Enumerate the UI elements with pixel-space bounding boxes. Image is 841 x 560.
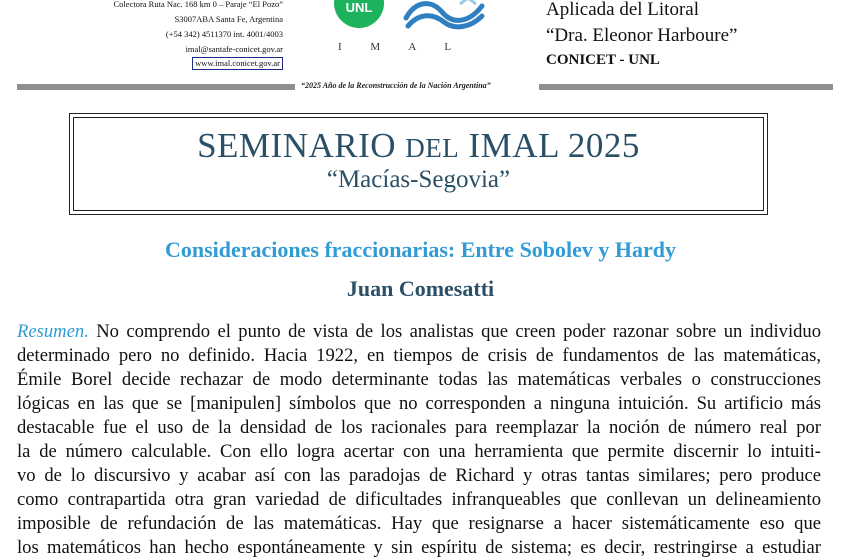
abstract-first-line: No comprendo el punto de vista de los analistas que creen poder razonar sobre un individuo <box>96 321 821 342</box>
abstract-line: los matemáticos han hecho espontáneamente y sin espíritu de sistema; es decir, restringirse a estudiar <box>17 537 821 558</box>
talk-title: Consideraciones fraccionarias: Entre Sobolev y Hardy <box>164 237 677 262</box>
abstract-line: lógicas en las que se [manipulen] símbolos que no corresponden a ninguna intuición. Su artificio más <box>17 393 821 414</box>
contact-city: S3007ABA Santa Fe, Argentina <box>174 14 283 24</box>
seminar-title-del: DEL <box>405 133 460 163</box>
contact-email[interactable]: imal@santafe-conicet.gov.ar <box>185 44 283 54</box>
abstract-line: como contrapartida otra gran variedad de dificultades infranqueables que conllevan un delineamiento <box>17 489 821 510</box>
header-divider-left <box>17 84 295 90</box>
contact-website-link[interactable]: www.imal.conicet.gov.ar <box>192 57 283 70</box>
seminar-title <box>69 126 768 166</box>
imal-logo-letters: I M A L <box>338 41 465 53</box>
speaker-name: Juan Comesatti <box>346 276 495 301</box>
abstract-line <box>17 320 821 344</box>
institution-line-3: CONICET - UNL <box>546 52 660 68</box>
abstract-label: Resumen. <box>17 321 89 342</box>
abstract-line: vo de lo discursivo y acabar así con las paradojas de Richard y otras tantas similares; pero produce <box>17 465 821 486</box>
seminar-title-rest: IMAL 2025 <box>468 126 640 165</box>
abstract-line: destacable fue el uso de la densidad de los racionales para reemplazar la noción de número real por <box>17 417 821 438</box>
abstract-line: determinado pero no definido. Hacia 1922, en tiempos de crisis de fundamentos de las matemáticas, <box>17 345 821 366</box>
contact-address: Colectora Ruta Nac. 168 km 0 – Paraje “El Pozo” <box>113 0 283 9</box>
unl-logo-text: UNL <box>345 0 373 15</box>
seminar-title-main: SEMINARIO <box>197 126 397 165</box>
imal-wave-logo <box>402 0 486 34</box>
institution-line-2: “Dra. Eleonor Harboure” <box>546 25 738 46</box>
abstract-line: la de número calculable. Con ello logra acertar con una herramienta que permite discernir lo intuiti- <box>17 441 821 462</box>
seminar-subtitle: “Macías-Segovia” <box>326 166 511 193</box>
year-motto: “2025 Año de la Reconstrucción de la Nación Argentina” <box>301 81 491 90</box>
contact-phone: (+54 342) 4511370 int. 4001/4003 <box>165 29 283 39</box>
abstract-line: imposible de refundación de las matemáticas. Hay que resignarse a hacer sistemáticamente eso que <box>17 513 821 534</box>
institution-line-1: Aplicada del Litoral <box>546 0 699 20</box>
abstract-line: Émile Borel decide rechazar de modo determinante todas las matemáticas verbales o construcciones <box>17 369 821 390</box>
header-divider-right <box>539 84 833 90</box>
